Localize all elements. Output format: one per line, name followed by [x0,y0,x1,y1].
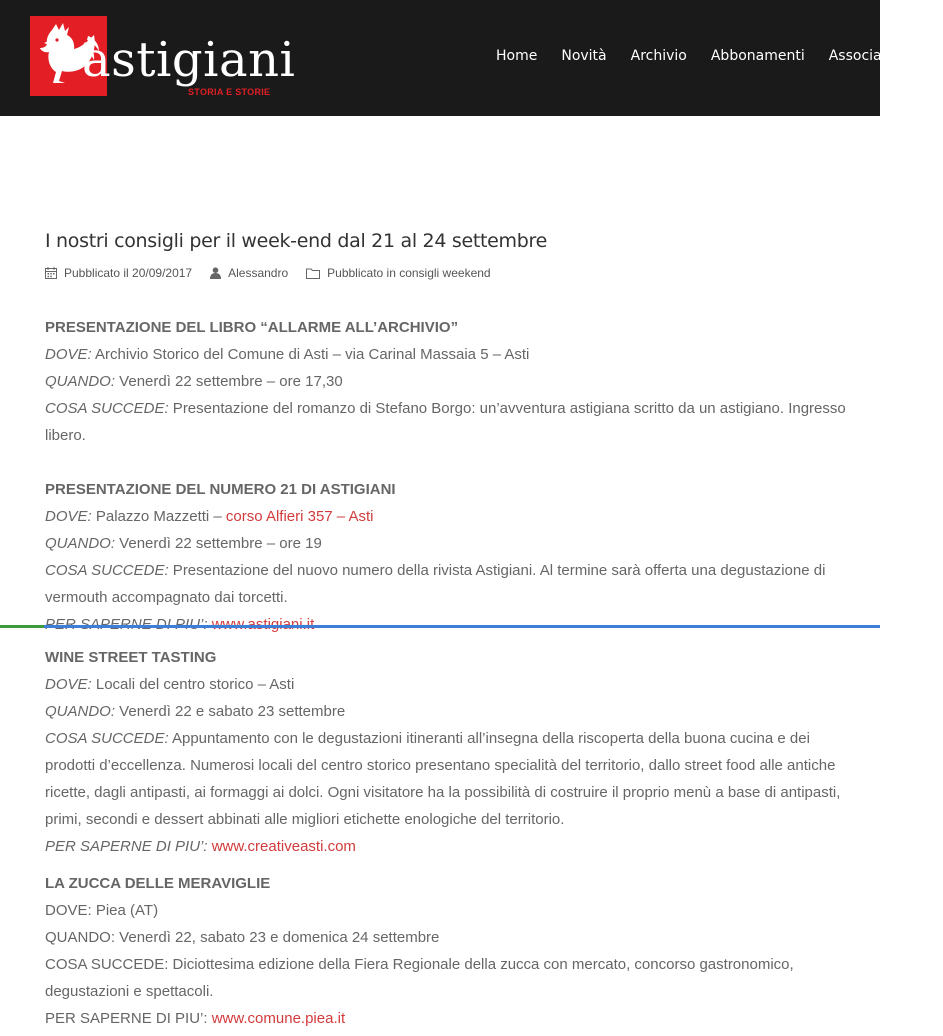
what-label: COSA SUCCEDE: [45,400,169,417]
divider-blue [44,625,880,628]
info-label: PER SAPERNE DI PIU’: [45,1010,212,1027]
address-link[interactable]: corso Alfieri 357 – Asti [225,508,374,525]
info-label: PER SAPERNE DI PIU’: [45,838,208,855]
event-block [45,870,855,1032]
what-value: Presentazione del romanzo di Stefano Borgo: un’avventura astigiana scritto da un astigiano. Ingresso libero. [45,400,846,444]
event-block [45,644,855,860]
logo-wordmark: astigiani [82,32,296,88]
what-label: COSA SUCCEDE: [45,730,169,747]
when-label: QUANDO: [45,703,116,720]
event-block [45,476,855,638]
event-where: DOVE: Piea (AT) [45,902,159,919]
where-label: DOVE: [45,508,92,525]
when-value: Venerdì 22 e sabato 23 settembre [115,703,346,720]
what-label: COSA SUCCEDE: [45,562,169,579]
what-value: Presentazione del nuovo numero della rivista Astigiani. Al termine sarà offerta una degustazione di vermouth accompagnato dai torcetti. [45,562,826,606]
event-title: WINE STREET TASTING [45,649,217,666]
section-divider [0,625,880,628]
event-info [45,833,855,860]
event-block [45,314,855,449]
nav-item-associazione[interactable]: Associazione [828,48,919,64]
info-link[interactable]: www.creativeasti.com [211,838,356,855]
where-value: Palazzo Mazzetti – [91,508,226,525]
where-value: Archivio Storico del Comune di Asti – via Carinal Massaia 5 – Asti [91,346,530,363]
where-value: Locali del centro storico – Asti [91,676,295,693]
divider-green [0,625,44,628]
nav-item-abbonamenti[interactable]: Abbonamenti [710,48,805,64]
what-value: Appuntamento con le degustazioni itineranti all’insegna della riscoperta della buona cucina e dei prodotti d’eccellenza. Numerosi locali del centro storico presentano specialità del territorio, dallo street food alle antiche ricette, dagli antipasti, ai formaggi ai dolci. Ogni visitatore ha la possibilità di costruire il proprio menù a base di antipasti, primi, secondi e dessert abbinati alle migliori etichette enologiche del territorio. [45,730,841,828]
nav-item-home[interactable]: Home [496,48,538,64]
event-description [45,725,855,833]
post-date-text: Pubblicato il 20/09/2017 [64,266,193,280]
where-label: DOVE: [45,676,92,693]
event-where [45,341,855,368]
nav-item-novita[interactable]: Novità [561,48,607,64]
post-title: I nostri consigli per il week-end dal 21 al 24 settembre [45,230,547,252]
when-value: Venerdì 22 settembre – ore 19 [115,535,322,552]
event-when: QUANDO: Venerdì 22, sabato 23 e domenica 24 settembre [45,929,440,946]
post-category-text: Pubblicato in consigli weekend [327,266,491,280]
event-where [45,503,855,530]
event-when [45,698,855,725]
event-description: COSA SUCCEDE: Diciottesima edizione della Fiera Regionale della zucca con mercato, concorso gastronomico, degustazioni e spettacoli. [45,956,794,1000]
logo-tagline: STORIA E STORIE [188,87,271,97]
event-description [45,395,855,449]
event-title: LA ZUCCA DELLE MERAVIGLIE [45,875,271,892]
event-description [45,557,855,611]
when-label: QUANDO: [45,373,116,390]
event-when [45,368,855,395]
nav-item-archivio[interactable]: Archivio [630,48,687,64]
event-when [45,530,855,557]
when-label: QUANDO: [45,535,116,552]
event-title: PRESENTAZIONE DEL NUMERO 21 DI ASTIGIANI [45,481,396,498]
event-info [45,1005,855,1032]
post-author-name: Alessandro [228,266,289,280]
when-value: Venerdì 22 settembre – ore 17,30 [115,373,343,390]
info-link[interactable]: www.comune.piea.it [211,1010,346,1027]
where-label: DOVE: [45,346,92,363]
event-where [45,671,855,698]
event-title: PRESENTAZIONE DEL LIBRO “ALLARME ALL’ARCHIVIO” [45,319,459,336]
